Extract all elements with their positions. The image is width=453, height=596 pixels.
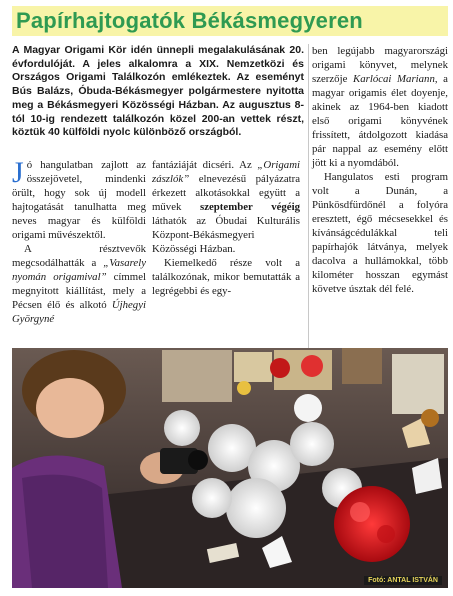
photo-credit: Fotó: ANTAL ISTVÁN	[364, 576, 442, 585]
column-divider	[308, 44, 309, 348]
text-column-2	[152, 158, 300, 298]
competition-title: „Origami zászlók”	[152, 159, 300, 185]
col1-paragraph-2-text-cont: címmel megnyitott kiállítást, mely a Pécsen élő és alkotó	[12, 271, 146, 311]
text-column-3	[312, 44, 448, 296]
col3-paragraph-1-text: ben legújabb magyarországi origami könyvet, melynek szerzője	[312, 45, 448, 85]
exhibition-title: „Vasarely nyomán origamival”	[12, 257, 146, 283]
exhibition-end-date: szeptember végéig	[200, 201, 300, 213]
col1-paragraph-2-text: A résztvevők megcsodálhatták a	[12, 243, 146, 269]
col3-paragraph-2: Hangulatos esti program volt a Dunán, a Pünkösdfürdőnél a folyóra eresztett, égő mécsesekkel és kívánságcédulákkal teli papírhajók látványa, melyek dacolva a hullámokkal, több kilométer hosszan egymást követve úsztak dél felé.	[312, 171, 448, 295]
article	[12, 6, 448, 590]
drop-cap: J	[12, 156, 24, 189]
article-lead: A Magyar Origami Kör idén ünnepli megalakulásának 20. évfordulóját. A jeles alkalomra a XIX. Nemzetközi és Országos Origami Találkozón emlékeztek. Az eseményt Bús Balázs, Óbuda-Békásmegyer polgármestere nyitotta meg a Békásmegyeri Közösségi Házban. Az augusztus 8-tól 10-ig rendezett találkozón közel 200-an vettek részt, köztük 40 külföldi nyolc különböző országból.	[12, 44, 304, 139]
col2-paragraph-2: Kiemelkedő része volt a találkozónak, mikor bemutatták a legrégebbi és egy-	[152, 257, 300, 297]
artist-name: Újhegyi Györgyné	[12, 299, 146, 325]
col3-paragraph-1-text-cont: , a magyar origamis élet doyenje, akinek az 1964-ben kiadott első origami könyvének frissített, átdolgozott kiadása pár nappal az esemény előtt jött ki a nyomdából.	[312, 73, 448, 169]
col2-paragraph-1-text-cont: elnevezésű pályázatra érkezett alkotásokkal együtt a művek	[152, 173, 300, 213]
article-headline: Papírhajtogatók Békásmegyeren	[12, 6, 448, 36]
col2-paragraph-1-text: fantáziáját dicséri. Az	[152, 159, 258, 171]
col2-paragraph-1-text-end: láthatók az Óbudai Kulturális Központ-Békásmegyeri Közösségi Házban.	[152, 215, 300, 255]
origami-exhibition-photo	[12, 348, 448, 588]
article-photo	[12, 348, 448, 588]
col1-paragraph-1: ó hangulatban zajlott az összejövetel, mindenki örült, hogy sok új modell hajtogatását tanulhatta meg neves magyar és külföldi origami művészektől.	[12, 159, 146, 241]
author-name: Karlócai Mariann	[353, 73, 435, 85]
text-column-1	[12, 158, 146, 326]
